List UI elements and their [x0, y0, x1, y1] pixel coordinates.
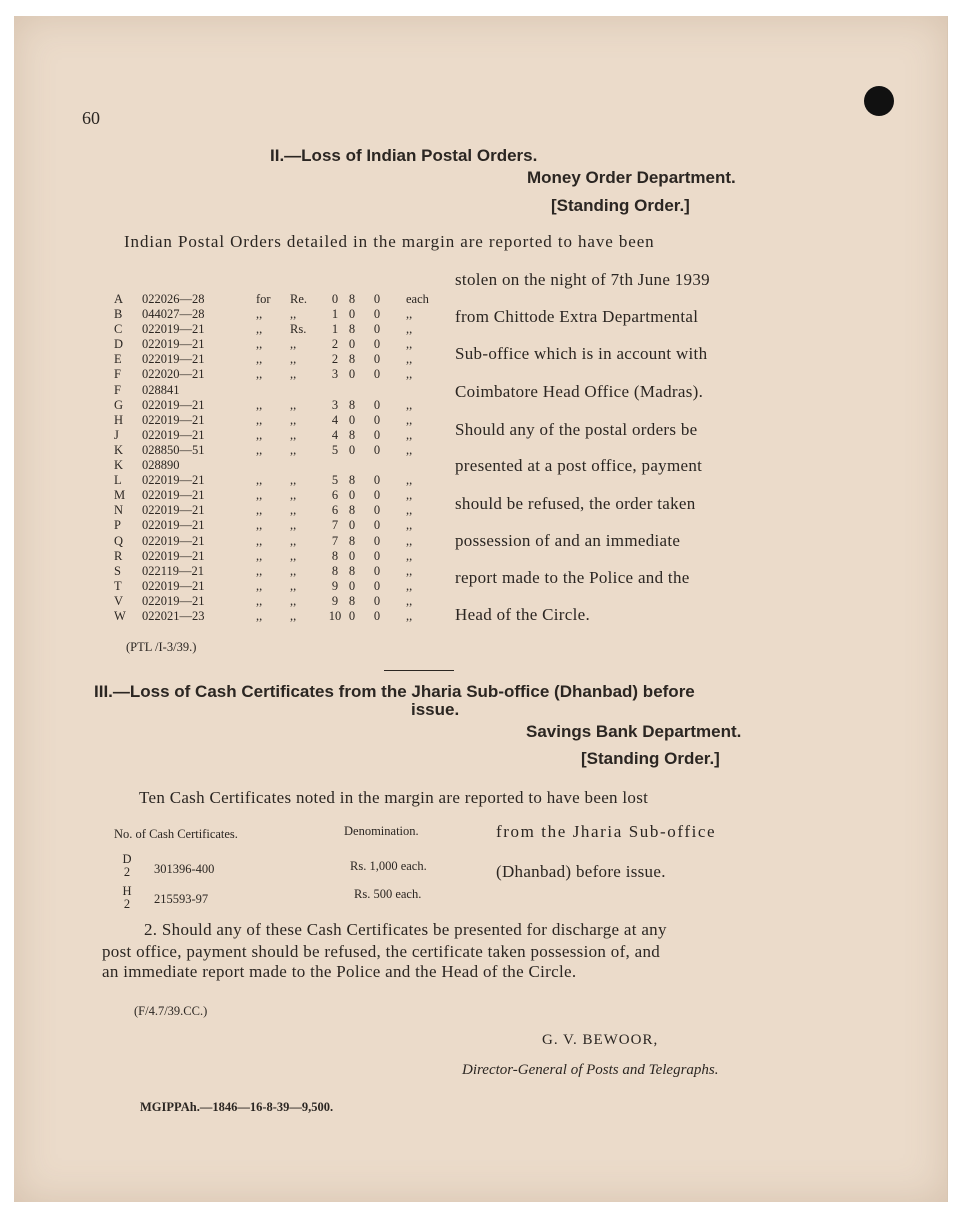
po-rupees: 8	[331, 563, 339, 578]
po-each: ,,	[406, 473, 413, 488]
cert-series	[120, 885, 134, 911]
po-annas: 8	[348, 322, 356, 337]
po-rupees: 8	[331, 548, 339, 563]
po-number-range: 022021—23	[142, 608, 205, 623]
po-currency: ,,	[290, 473, 297, 488]
postal-order-row	[114, 383, 454, 398]
po-rupees: 6	[331, 488, 339, 503]
po-each: ,,	[406, 503, 413, 518]
po-number-range: 028841	[142, 382, 180, 397]
po-number-range: 022019—21	[142, 518, 205, 533]
signatory-title: Director-General of Posts and Telegraphs.	[462, 1062, 719, 1078]
section3-para2: 2. Should any of these Cash Certificates be presented for discharge at any	[144, 920, 667, 939]
po-currency: ,,	[290, 337, 297, 352]
postal-order-row	[114, 594, 454, 609]
po-annas: 0	[348, 412, 356, 427]
po-rupees: 3	[331, 397, 339, 412]
cert-denomination: Rs. 1,000 each.	[350, 859, 427, 873]
section2-line: stolen on the night of 7th June 1939	[455, 270, 710, 289]
po-series-letter: N	[114, 503, 124, 518]
postal-order-row	[114, 413, 454, 428]
po-currency: Re.	[290, 292, 308, 306]
po-for: for	[256, 292, 271, 306]
page-number: 60	[82, 108, 100, 128]
po-for: ,,	[256, 322, 263, 337]
postal-order-row	[114, 352, 454, 367]
po-pies: 0	[373, 292, 381, 306]
section2-line: presented at a post office, payment	[455, 456, 703, 475]
postal-order-row	[114, 579, 454, 594]
po-rupees: 9	[331, 578, 339, 593]
po-for: ,,	[256, 397, 263, 412]
section3-intro: Ten Cash Certificates noted in the margin are reported to have been lost	[139, 788, 649, 807]
postal-order-row	[114, 398, 454, 413]
po-series-letter: W	[114, 608, 126, 623]
po-currency: ,,	[290, 412, 297, 427]
po-annas: 8	[348, 593, 356, 608]
po-number-range: 022019—21	[142, 578, 205, 593]
po-pies: 0	[373, 307, 381, 322]
section3-heading: III.—Loss of Cash Certificates from the Jharia Sub-office (Dhanbad) before	[94, 682, 695, 701]
po-rupees: 0	[331, 292, 339, 306]
po-series-letter: P	[114, 518, 121, 533]
po-for: ,,	[256, 578, 263, 593]
po-rupees: 5	[331, 473, 339, 488]
po-each: ,,	[406, 322, 413, 337]
po-pies: 0	[373, 518, 381, 533]
po-annas: 8	[348, 427, 356, 442]
section3-para2: an immediate report made to the Police and the Head of the Circle.	[102, 962, 577, 981]
po-series-letter: D	[114, 337, 124, 352]
po-pies: 0	[373, 427, 381, 442]
po-rupees: 4	[331, 412, 339, 427]
po-currency: ,,	[290, 563, 297, 578]
po-for: ,,	[256, 412, 263, 427]
po-annas: 8	[348, 563, 356, 578]
po-annas: 8	[348, 397, 356, 412]
postal-order-row	[114, 488, 454, 503]
po-annas: 0	[348, 337, 356, 352]
po-currency: ,,	[290, 593, 297, 608]
postal-order-row	[114, 367, 454, 382]
po-currency: ,,	[290, 397, 297, 412]
section3-line: from the Jharia Sub-office	[496, 822, 717, 841]
po-currency: ,,	[290, 307, 297, 322]
postal-order-row	[114, 549, 454, 564]
po-each: ,,	[406, 533, 413, 548]
po-currency: ,,	[290, 548, 297, 563]
po-rupees: 9	[331, 593, 339, 608]
postal-order-row	[114, 292, 454, 307]
po-series-letter: E	[114, 352, 122, 367]
po-pies: 0	[373, 578, 381, 593]
po-annas: 0	[348, 578, 356, 593]
po-pies: 0	[373, 488, 381, 503]
section2-line: Coimbatore Head Office (Madras).	[455, 382, 704, 401]
po-currency: ,,	[290, 503, 297, 518]
po-each: ,,	[406, 578, 413, 593]
po-for: ,,	[256, 427, 263, 442]
po-each: each	[406, 292, 429, 306]
po-series-letter: B	[114, 307, 123, 322]
cert-series	[120, 853, 134, 879]
po-pies: 0	[373, 608, 381, 623]
po-annas: 8	[348, 503, 356, 518]
po-number-range: 022019—21	[142, 533, 205, 548]
po-each: ,,	[406, 412, 413, 427]
po-each: ,,	[406, 548, 413, 563]
po-number-range: 022019—21	[142, 412, 205, 427]
postal-order-row	[114, 443, 454, 458]
po-for: ,,	[256, 307, 263, 322]
print-footer: MGIPPAh.—1846—16-8-39—9,500.	[140, 1100, 334, 1114]
po-pies: 0	[373, 473, 381, 488]
section2-department: Money Order Department.	[527, 168, 736, 187]
postal-orders-list	[114, 292, 454, 624]
po-series-letter: H	[114, 412, 124, 427]
postal-order-row	[114, 458, 454, 473]
po-for: ,,	[256, 367, 263, 382]
postal-order-row	[114, 337, 454, 352]
po-rupees: 4	[331, 427, 339, 442]
po-annas: 0	[348, 367, 356, 382]
po-annas: 0	[348, 442, 356, 457]
po-number-range: 022019—21	[142, 593, 205, 608]
po-rupees: 7	[331, 518, 339, 533]
postal-order-row	[114, 428, 454, 443]
cert-denomination: Rs. 500 each.	[354, 887, 422, 901]
po-pies: 0	[373, 563, 381, 578]
po-series-letter: C	[114, 322, 123, 337]
cert-col-header-number: No. of Cash Certificates.	[114, 827, 238, 841]
po-number-range: 022019—21	[142, 352, 205, 367]
section3-heading-cont: issue.	[411, 700, 460, 719]
po-number-range: 022019—21	[142, 548, 205, 563]
section3-standing-order: [Standing Order.]	[581, 749, 720, 768]
cert-series-top: D	[122, 852, 132, 866]
postal-order-row	[114, 518, 454, 533]
po-currency: ,,	[290, 518, 297, 533]
section2-line: possession of and an immediate	[455, 531, 681, 550]
po-for: ,,	[256, 518, 263, 533]
po-each: ,,	[406, 518, 413, 533]
po-for: ,,	[256, 548, 263, 563]
po-pies: 0	[373, 548, 381, 563]
po-each: ,,	[406, 488, 413, 503]
po-each: ,,	[406, 397, 413, 412]
po-currency: ,,	[290, 488, 297, 503]
po-rupees: 2	[331, 337, 339, 352]
po-pies: 0	[373, 397, 381, 412]
po-annas: 0	[348, 608, 356, 623]
po-rupees: 10	[328, 608, 342, 623]
section3-line: (Dhanbad) before issue.	[496, 862, 666, 881]
section2-line: Head of the Circle.	[455, 605, 591, 624]
po-annas: 0	[348, 518, 356, 533]
po-series-letter: K	[114, 442, 124, 457]
po-currency: ,,	[290, 608, 297, 623]
po-number-range: 028850—51	[142, 442, 205, 457]
po-for: ,,	[256, 488, 263, 503]
po-series-letter: R	[114, 548, 123, 563]
po-annas: 8	[348, 292, 356, 306]
po-annas: 0	[348, 307, 356, 322]
po-each: ,,	[406, 307, 413, 322]
po-rupees: 3	[331, 367, 339, 382]
po-currency: ,,	[290, 578, 297, 593]
po-for: ,,	[256, 473, 263, 488]
postal-order-row	[114, 564, 454, 579]
po-annas: 8	[348, 533, 356, 548]
po-for: ,,	[256, 608, 263, 623]
po-series-letter: G	[114, 397, 124, 412]
po-annas: 8	[348, 352, 356, 367]
po-for: ,,	[256, 352, 263, 367]
section3-reference: (F/4.7/39.CC.)	[134, 1004, 208, 1018]
po-series-letter: F	[114, 367, 121, 382]
po-each: ,,	[406, 442, 413, 457]
section2-reference: (PTL /I-3/39.)	[126, 640, 197, 654]
po-number-range: 022019—21	[142, 397, 205, 412]
postal-order-row	[114, 503, 454, 518]
po-pies: 0	[373, 322, 381, 337]
po-number-range: 022026—28	[142, 292, 205, 306]
postal-order-row	[114, 534, 454, 549]
po-rupees: 2	[331, 352, 339, 367]
po-number-range: 022020—21	[142, 367, 205, 382]
postal-order-row	[114, 473, 454, 488]
po-rupees: 5	[331, 442, 339, 457]
po-number-range: 022019—21	[142, 488, 205, 503]
po-series-letter: L	[114, 473, 122, 488]
signatory-name: G. V. BEWOOR,	[542, 1032, 659, 1048]
po-for: ,,	[256, 533, 263, 548]
po-series-letter: F	[114, 382, 121, 397]
section3-department: Savings Bank Department.	[526, 722, 742, 741]
po-series-letter: V	[114, 593, 124, 608]
po-pies: 0	[373, 352, 381, 367]
po-each: ,,	[406, 563, 413, 578]
po-currency: ,,	[290, 352, 297, 367]
po-for: ,,	[256, 593, 263, 608]
section2-line: Should any of the postal orders be	[455, 420, 698, 439]
section2-standing-order: [Standing Order.]	[551, 196, 690, 215]
postal-order-row	[114, 322, 454, 337]
postal-order-row	[114, 307, 454, 322]
po-each: ,,	[406, 352, 413, 367]
po-for: ,,	[256, 563, 263, 578]
po-pies: 0	[373, 442, 381, 457]
po-for: ,,	[256, 337, 263, 352]
po-number-range: 044027—28	[142, 307, 205, 322]
po-for: ,,	[256, 503, 263, 518]
po-annas: 8	[348, 473, 356, 488]
po-series-letter: S	[114, 563, 121, 578]
po-each: ,,	[406, 367, 413, 382]
postal-order-row	[114, 609, 454, 624]
po-rupees: 1	[331, 307, 339, 322]
po-series-letter: A	[114, 292, 124, 306]
po-currency: ,,	[290, 533, 297, 548]
po-series-letter: K	[114, 458, 124, 473]
po-number-range: 022019—21	[142, 473, 205, 488]
po-pies: 0	[373, 337, 381, 352]
po-annas: 0	[348, 488, 356, 503]
section-divider	[384, 670, 454, 671]
section2-line: report made to the Police and the	[455, 568, 690, 587]
po-rupees: 1	[331, 322, 339, 337]
section2-intro: Indian Postal Orders detailed in the margin are reported to have been	[124, 232, 655, 251]
po-each: ,,	[406, 337, 413, 352]
po-series-letter: J	[114, 427, 119, 442]
po-rupees: 6	[331, 503, 339, 518]
po-each: ,,	[406, 593, 413, 608]
cert-series-bottom: 2	[123, 897, 131, 911]
section2-line: Sub-office which is in account with	[455, 344, 708, 363]
section2-line: should be refused, the order taken	[455, 494, 696, 513]
po-for: ,,	[256, 442, 263, 457]
po-each: ,,	[406, 427, 413, 442]
po-currency: ,,	[290, 367, 297, 382]
cert-col-header-denomination: Denomination.	[344, 824, 419, 838]
po-pies: 0	[373, 367, 381, 382]
section3-para2: post office, payment should be refused, the certificate taken possession of, and	[102, 942, 661, 961]
po-number-range: 022119—21	[142, 563, 205, 578]
po-each: ,,	[406, 608, 413, 623]
po-series-letter: T	[114, 578, 122, 593]
po-number-range: 022019—21	[142, 337, 205, 352]
po-number-range: 022019—21	[142, 503, 205, 518]
po-pies: 0	[373, 593, 381, 608]
po-number-range: 022019—21	[142, 427, 205, 442]
section2-heading: II.—Loss of Indian Postal Orders.	[270, 146, 538, 165]
po-series-letter: M	[114, 488, 126, 503]
punch-hole	[864, 86, 894, 116]
document-page	[14, 16, 948, 1202]
cert-series-top: H	[122, 884, 132, 898]
po-pies: 0	[373, 503, 381, 518]
cert-number: 301396-400	[154, 862, 215, 876]
cert-number: 215593-97	[154, 892, 209, 906]
po-currency: ,,	[290, 427, 297, 442]
cert-series-bottom: 2	[123, 865, 131, 879]
po-number-range: 022019—21	[142, 322, 205, 337]
po-pies: 0	[373, 412, 381, 427]
po-number-range: 028890	[142, 458, 180, 473]
po-pies: 0	[373, 533, 381, 548]
po-rupees: 7	[331, 533, 339, 548]
po-annas: 0	[348, 548, 356, 563]
po-currency: ,,	[290, 442, 297, 457]
po-series-letter: Q	[114, 533, 124, 548]
po-currency: Rs.	[290, 322, 307, 337]
section2-line: from Chittode Extra Departmental	[455, 307, 699, 326]
